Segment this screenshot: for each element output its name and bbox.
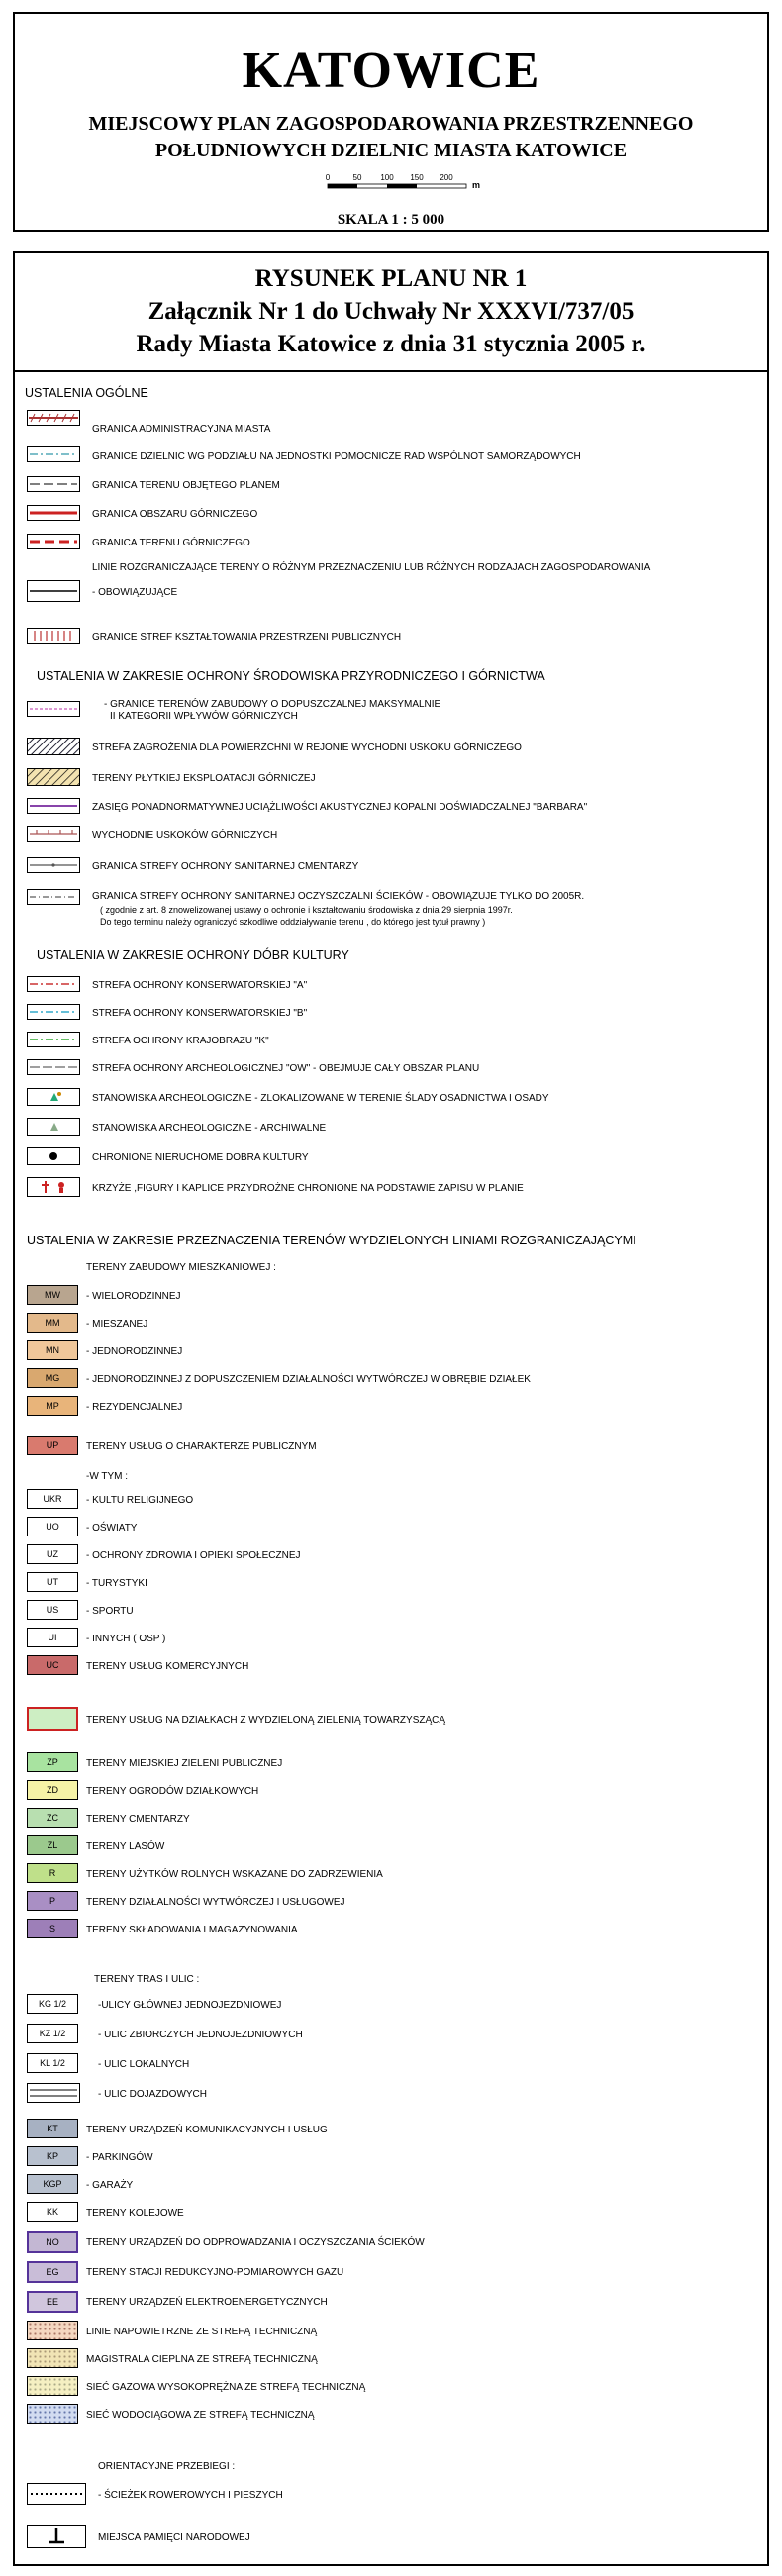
residential-label-mw: - WIELORODZINNEJ xyxy=(86,1291,181,1302)
network-label-heat: MAGISTRALA CIEPLNA ZE STREFĄ TECHNICZNĄ xyxy=(86,2354,318,2365)
road-symbol-kd xyxy=(27,2083,80,2103)
residential-label-mn: - JEDNORODZINNEJ xyxy=(86,1346,183,1357)
residential-label-mg: - JEDNORODZINNEJ Z DOPUSZCZENIEM DZIAŁALNOŚCI WYTWÓRCZEJ W OBRĘBIE DZIAŁEK xyxy=(86,1374,531,1385)
commercial-label: TERENY USŁUG KOMERCYJNYCH xyxy=(86,1661,249,1672)
transport-symbol-kgp: KGP xyxy=(27,2174,78,2194)
transport-symbol-kp: KP xyxy=(27,2146,78,2166)
network-symbol-water xyxy=(27,2404,78,2424)
env-item-3: WYCHODNIE USKOKÓW GÓRNICZYCH xyxy=(92,830,278,841)
culture-2: STREFA OCHRONY KRAJOBRAZU "K" xyxy=(92,1036,269,1046)
header-line1: MIEJSCOWY PLAN ZAGOSPODAROWANIA PRZESTRZENNEGO xyxy=(88,113,694,135)
green-services-label: TERENY USŁUG NA DZIAŁKACH Z WYDZIELONĄ ZIELENIĄ TOWARZYSZĄCĄ xyxy=(86,1715,446,1726)
env-item-2: ZASIĘG PONADNORMATYWNEJ UCIĄŻLIWOŚCI AKUSTYCZNEJ KOPALNI DOŚWIADCZALNEJ "BARBARA" xyxy=(92,802,588,813)
commercial-symbol: UC xyxy=(27,1655,78,1675)
transport-label-kgp: - GARAŻY xyxy=(86,2180,134,2191)
section-general: USTALENIA OGÓLNE xyxy=(25,386,148,400)
public-space-label: GRANICE STREF KSZTAŁTOWANIA PRZESTRZENI PUBLICZNYCH xyxy=(92,632,402,643)
residential-label-mp: - REZYDENCJALNEJ xyxy=(86,1402,183,1413)
residential-symbol-mg: MG xyxy=(27,1368,78,1388)
transport-symbol-kk: KK xyxy=(27,2202,78,2222)
cross-shrine-symbol xyxy=(27,1177,80,1197)
mining-area-border-symbol xyxy=(27,505,80,521)
archeology-archive-symbol xyxy=(27,1118,80,1136)
green-label-zl: TERENY LASÓW xyxy=(86,1841,165,1852)
culture-0: STREFA OCHRONY KONSERWATORSKIEJ "A" xyxy=(92,980,308,991)
green-symbol-zc: ZC xyxy=(27,1808,78,1828)
plan-title2: Załącznik Nr 1 do Uchwały Nr XXXVI/737/05 xyxy=(147,298,635,325)
general-label-4: GRANICA TERENU GÓRNICZEGO xyxy=(92,538,250,548)
section-purpose: USTALENIA W ZAKRESIE PRZEZNACZENIA TERENÓW WYDZIELONYCH LINIAMI ROZGRANICZAJĄCYMI xyxy=(27,1234,636,1247)
transport-symbol-kt: KT xyxy=(27,2119,78,2138)
memorial-label: MIEJSCA PAMIĘCI NARODOWEJ xyxy=(98,2532,250,2543)
general-label-1: GRANICE DZIELNIC WG PODZIAŁU NA JEDNOSTKI POMOCNICZE RAD WSPÓLNOT SAMORZĄDOWYCH xyxy=(92,451,581,462)
residential-label-mm: - MIESZANEJ xyxy=(86,1319,148,1330)
public-services-symbol: UP xyxy=(27,1436,78,1455)
road-symbol-kg: KG 1/2 xyxy=(27,1994,78,2014)
road-label-kd: - ULIC DOJAZDOWYCH xyxy=(98,2089,207,2100)
of-which-label: -W TYM : xyxy=(86,1471,129,1482)
network-label-power: LINIE NAPOWIETRZNE ZE STREFĄ TECHNICZNĄ xyxy=(86,2327,318,2337)
network-symbol-power xyxy=(27,2321,78,2340)
infra-symbol-no: NO xyxy=(27,2231,78,2253)
network-symbol-heat xyxy=(27,2348,78,2368)
archeology-ow-symbol xyxy=(27,1059,80,1075)
fault-outcrop-zone-symbol xyxy=(27,738,80,755)
orient-heading: ORIENTACYJNE PRZEBIEGI : xyxy=(98,2461,236,2472)
plan-title1: RYSUNEK PLANU NR 1 xyxy=(254,265,528,292)
storage-label-s: TERENY SKŁADOWANIA I MAGAZYNOWANIA xyxy=(86,1925,298,1935)
green-symbol-zd: ZD xyxy=(27,1780,78,1800)
service-symbol-uz: UZ xyxy=(27,1544,78,1564)
scale-tick-label: 0 xyxy=(325,173,331,182)
culture-1: STREFA OCHRONY KONSERWATORSKIEJ "B" xyxy=(92,1008,308,1019)
binding-line-symbol xyxy=(27,580,80,602)
cemetery-zone-symbol xyxy=(27,857,80,873)
residential-symbol-mn: MN xyxy=(27,1340,78,1360)
archeology-site-symbol xyxy=(27,1088,80,1106)
section-culture: USTALENIA W ZAKRESIE OCHRONY DÓBR KULTURY xyxy=(37,948,349,962)
env-mining-b: II KATEGORII WPŁYWÓW GÓRNICZYCH xyxy=(110,711,298,722)
figure-icon xyxy=(58,1182,64,1188)
residential-symbol-mm: MM xyxy=(27,1313,78,1333)
env-item-1: TERENY PŁYTKIEJ EKSPLOATACJI GÓRNICZEJ xyxy=(92,773,316,784)
scale-tick-label: 50 xyxy=(352,173,362,182)
road-label-kl: - ULIC LOKALNYCH xyxy=(98,2059,190,2070)
service-label-ut: - TURYSTYKI xyxy=(86,1578,147,1589)
noise-range-symbol xyxy=(27,798,80,814)
residential-symbol-mw: MW xyxy=(27,1285,78,1305)
storage-symbol-s: S xyxy=(27,1919,78,1938)
culture-5: STANOWISKA ARCHEOLOGICZNE - ARCHIWALNE xyxy=(92,1123,327,1134)
residential-symbol-mp: MP xyxy=(27,1396,78,1416)
public-space-symbol xyxy=(27,628,80,644)
green-services-symbol xyxy=(27,1707,78,1731)
section-env: USTALENIA W ZAKRESIE OCHRONY ŚRODOWISKA PRZYRODNICZEGO I GÓRNICTWA xyxy=(37,669,545,683)
infra-label-eg: TERENY STACJI REDUKCYJNO-POMIAROWYCH GAZU xyxy=(86,2267,344,2278)
mining-land-border-symbol xyxy=(27,534,80,549)
service-symbol-ukr: UKR xyxy=(27,1489,78,1509)
district-border-symbol xyxy=(27,446,80,462)
conservation-b-symbol xyxy=(27,1004,80,1020)
transport-label-kp: - PARKINGÓW xyxy=(86,2152,153,2163)
green-symbol-r: R xyxy=(27,1863,78,1883)
legend-box xyxy=(13,251,769,2566)
plan-border-symbol xyxy=(27,476,80,492)
road-symbol-kz: KZ 1/2 xyxy=(27,2024,78,2043)
env-mining-a: - GRANICE TERENÓW ZABUDOWY O DOPUSZCZALNEJ MAKSYMALNIE xyxy=(104,699,441,710)
industry-symbol-p: P xyxy=(27,1891,78,1911)
admin-border-symbol xyxy=(27,410,80,426)
city-title: KATOWICE xyxy=(242,43,540,99)
service-symbol-uo: UO xyxy=(27,1517,78,1536)
infra-label-ee: TERENY URZĄDZEŃ ELEKTROENERGETYCZNYCH xyxy=(86,2297,328,2308)
service-label-ukr: - KULTU RELIGIJNEGO xyxy=(86,1495,194,1506)
scale-bar xyxy=(308,170,496,206)
header-box xyxy=(13,12,769,232)
bike-path-label: - ŚCIEŻEK ROWEROWYCH I PIESZYCH xyxy=(98,2490,283,2501)
culture-3: STREFA OCHRONY ARCHEOLOGICZNEJ "OW" - OBEJMUJE CAŁY OBSZAR PLANU xyxy=(92,1063,480,1074)
network-label-water: SIEĆ WODOCIĄGOWA ZE STREFĄ TECHNICZNĄ xyxy=(86,2410,315,2421)
conservation-a-symbol xyxy=(27,976,80,992)
public-services-label: TERENY USŁUG O CHARAKTERZE PUBLICZNYM xyxy=(86,1441,317,1452)
lines-binding: - OBOWIĄZUJĄCE xyxy=(92,587,178,598)
green-label-zd: TERENY OGRODÓW DZIAŁKOWYCH xyxy=(86,1786,259,1797)
culture-6: CHRONIONE NIERUCHOME DOBRA KULTURY xyxy=(92,1152,309,1163)
culture-7: KRZYŻE ,FIGURY I KAPLICE PRZYDROŻNE CHRONIONE NA PODSTAWIE ZAPISU W PLANIE xyxy=(92,1183,524,1194)
general-label-2: GRANICA TERENU OBJĘTEGO PLANEM xyxy=(92,480,280,491)
general-label-3: GRANICA OBSZARU GÓRNICZEGO xyxy=(92,509,258,520)
service-label-uo: - OŚWIATY xyxy=(86,1523,138,1534)
residential-heading: TERENY ZABUDOWY MIESZKANIOWEJ : xyxy=(86,1262,276,1273)
service-symbol-ut: UT xyxy=(27,1572,78,1592)
road-label-kg: -ULICY GŁÓWNEJ JEDNOJEZDNIOWEJ xyxy=(98,2000,282,2011)
landscape-k-symbol xyxy=(27,1032,80,1047)
scale-tick-label: 100 xyxy=(380,173,394,182)
infra-symbol-ee: EE xyxy=(27,2291,78,2313)
env-sewage: GRANICA STREFY OCHRONY SANITARNEJ OCZYSZCZALNI ŚCIEKÓW - OBOWIĄZUJE TYLKO DO 2005R. xyxy=(92,891,585,902)
shallow-mining-symbol xyxy=(27,768,80,786)
green-label-r: TERENY UŻYTKÓW ROLNYCH WSKAZANE DO ZADRZEWIENIA xyxy=(86,1869,383,1880)
env-item-0: STREFA ZAGROŻENIA DLA POWIERZCHNI W REJONIE WYCHODNI USKOKU GÓRNICZEGO xyxy=(92,743,522,753)
scale-tick-label: 200 xyxy=(440,173,453,182)
bike-path-symbol xyxy=(27,2483,86,2505)
lines-heading: LINIE ROZGRANICZAJĄCE TERENY O RÓŻNYM PRZEZNACZENIU LUB RÓŻNYCH RODZAJACH ZAGOSPODAROWANIA xyxy=(92,562,651,573)
industry-label-p: TERENY DZIAŁALNOŚCI WYTWÓRCZEJ I USŁUGOWEJ xyxy=(86,1897,345,1908)
scale-unit: m xyxy=(472,180,481,190)
green-label-zp: TERENY MIEJSKIEJ ZIELENI PUBLICZNEJ xyxy=(86,1758,283,1769)
general-label-0: GRANICA ADMINISTRACYJNA MIASTA xyxy=(92,424,271,435)
infra-label-no: TERENY URZĄDZEŃ DO ODPROWADZANIA I OCZYSZCZANIA ŚCIEKÓW xyxy=(86,2237,425,2248)
monument-symbol xyxy=(27,1147,80,1165)
roads-heading: TERENY TRAS I ULIC : xyxy=(94,1974,200,1985)
service-symbol-ui: UI xyxy=(27,1628,78,1647)
monument-dot-icon xyxy=(49,1152,57,1160)
plan-title3: Rady Miasta Katowice z dnia 31 stycznia 2005 r. xyxy=(136,331,646,357)
service-label-us: - SPORTU xyxy=(86,1606,134,1617)
scale-tick-label: 150 xyxy=(410,173,424,182)
memorial-symbol xyxy=(27,2525,86,2548)
transport-label-kk: TERENY KOLEJOWE xyxy=(86,2208,184,2219)
infra-symbol-eg: EG xyxy=(27,2261,78,2283)
transport-label-kt: TERENY URZĄDZEŃ KOMUNIKACYJNYCH I USŁUG xyxy=(86,2125,328,2135)
divider xyxy=(15,370,767,372)
service-symbol-us: US xyxy=(27,1600,78,1620)
header-line2: POŁUDNIOWYCH DZIELNIC MIASTA KATOWICE xyxy=(154,140,628,161)
service-label-ui: - INNYCH ( OSP ) xyxy=(86,1634,166,1644)
mining-influence-symbol xyxy=(27,701,80,717)
green-symbol-zl: ZL xyxy=(27,1835,78,1855)
env-item-4: GRANICA STREFY OCHRONY SANITARNEJ CMENTARZY xyxy=(92,861,359,872)
network-label-gas: SIEĆ GAZOWA WYSOKOPRĘŻNA ZE STREFĄ TECHNICZNĄ xyxy=(86,2382,366,2393)
env-note2: Do tego terminu należy ograniczyć szkodliwe oddziaływanie terenu , do którego jest tytuł prawny ) xyxy=(100,917,486,927)
sewage-zone-symbol xyxy=(27,889,80,905)
culture-4: STANOWISKA ARCHEOLOGICZNE - ZLOKALIZOWANE W TERENIE ŚLADY OSADNICTWA I OSADY xyxy=(92,1093,549,1104)
road-symbol-kl: KL 1/2 xyxy=(27,2053,78,2073)
green-symbol-zp: ZP xyxy=(27,1752,78,1772)
green-label-zc: TERENY CMENTARZY xyxy=(86,1814,190,1825)
road-label-kz: - ULIC ZBIORCZYCH JEDNOJEZDNIOWYCH xyxy=(98,2030,303,2040)
scale-text: SKALA 1 : 5 000 xyxy=(337,212,445,228)
fault-outcrop-symbol xyxy=(27,826,80,842)
env-note1: ( zgodnie z art. 8 znowelizowanej ustawy o ochronie i kształtowaniu środowiska z dnia 29 sierpnia 1997r. xyxy=(100,905,513,915)
network-symbol-gas xyxy=(27,2376,78,2396)
service-label-uz: - OCHRONY ZDROWIA I OPIEKI SPOŁECZNEJ xyxy=(86,1550,301,1561)
